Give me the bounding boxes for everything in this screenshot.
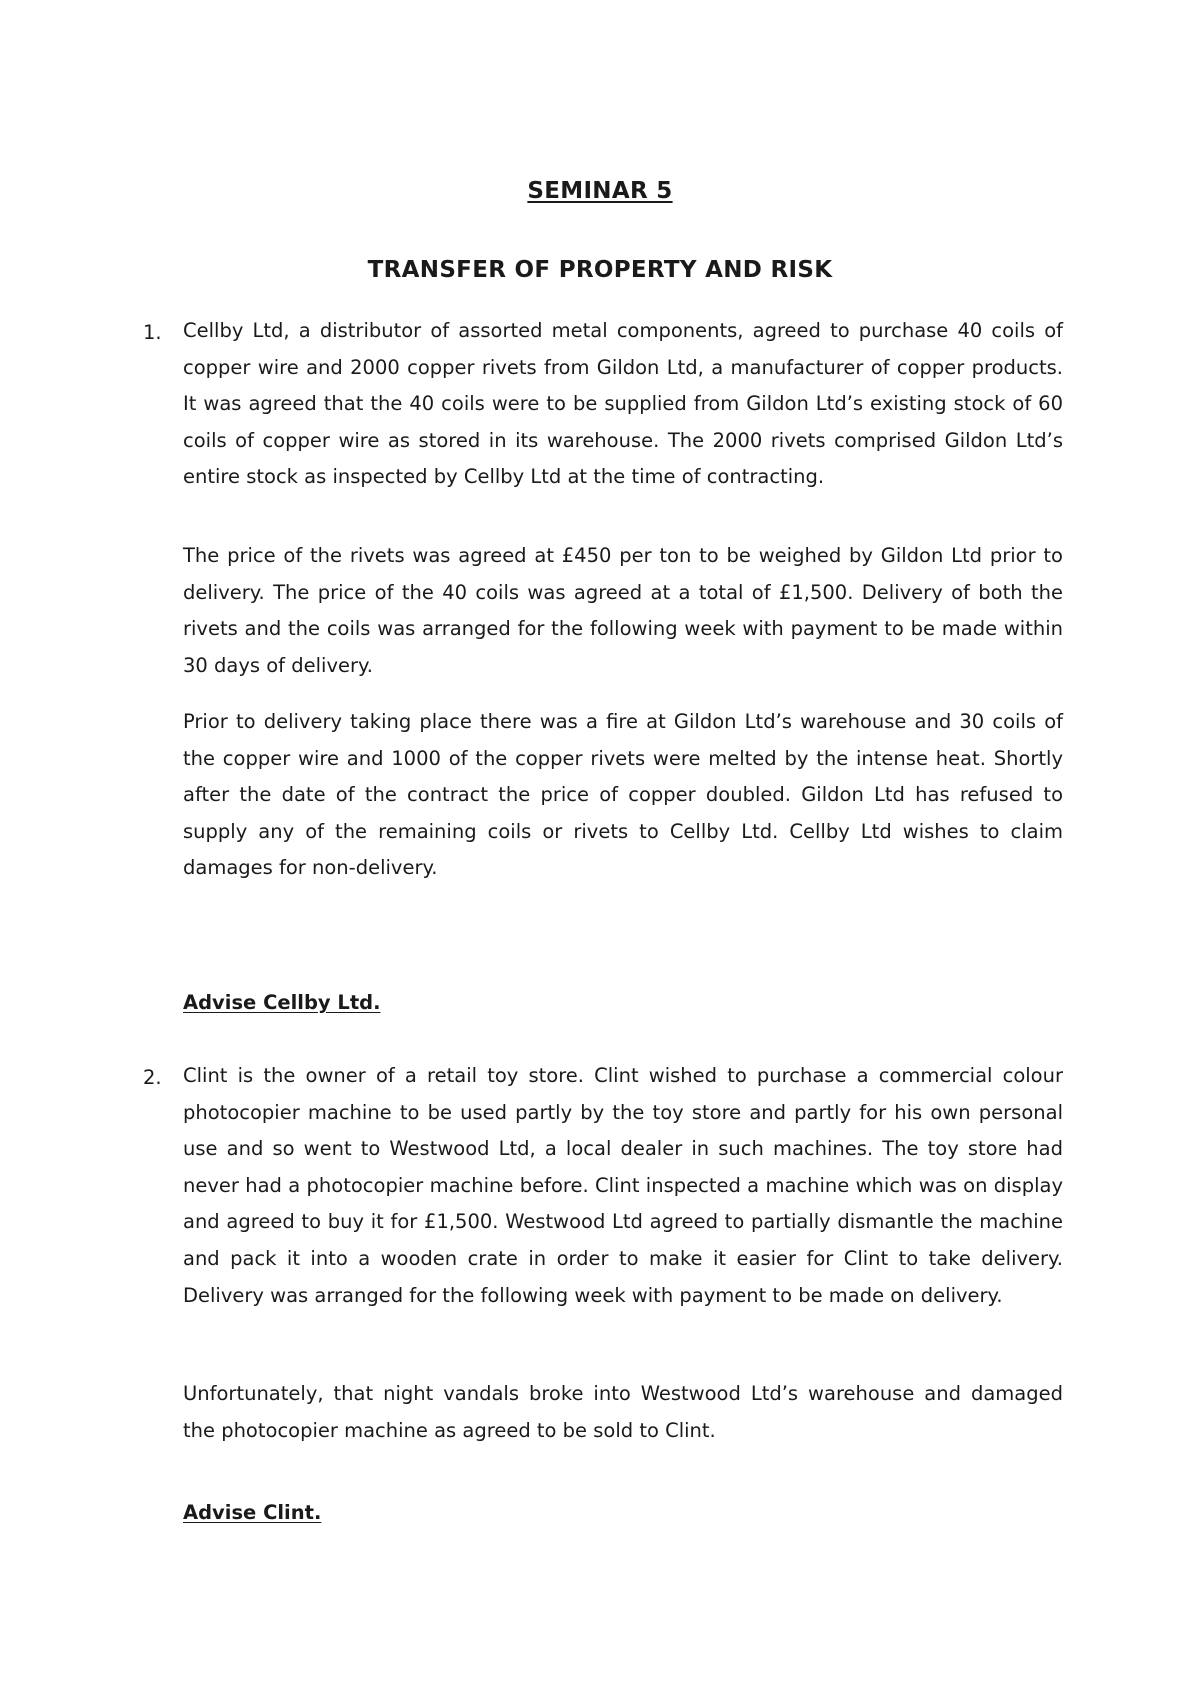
question-2-paragraph-1: Clint is the owner of a retail toy store. Clint wished to purchase a commercial colour photocopier machine to be used partly by the toy store and partly for his own personal use and so went to Westwood Ltd, a local dealer in such machines. The toy store had never had a photocopier machine before. Clint inspected a machine which was on display and agreed to buy it for £1,500. Westwood Ltd agreed to partially dismantle the machine and pack it into a wooden crate in order to make it easier for Clint to take delivery. Delivery was arranged for the following week with payment to be made on delivery. (183, 1064, 1063, 1307)
question-1-paragraph-1: Cellby Ltd, a distributor of assorted metal components, agreed to purchase 40 coils of copper wire and 2000 copper rivets from Gildon Ltd, a manufacturer of copper products. It was agreed that the 40 coils were to be supplied from Gildon Ltd’s existing stock of 60 coils of copper wire as stored in its warehouse. The 2000 rivets comprised Gildon Ltd’s entire stock as inspected by Cellby Ltd at the time of contracting. (183, 319, 1063, 489)
question-1-advise: Advise Cellby Ltd. (183, 991, 381, 1014)
question-2-paragraph-2: Unfortunately, that night vandals broke into Westwood Ltd’s warehouse and damaged the photocopier machine as agreed to be sold to Clint. (183, 1382, 1063, 1442)
question-1-paragraph-3: Prior to delivery taking place there was a fire at Gildon Ltd’s warehouse and 30 coils of the copper wire and 1000 of the copper rivets were melted by the intense heat. Shortly after the date of the contract the price of copper doubled. Gildon Ltd has refused to supply any of the remaining coils or rivets to Cellby Ltd. Cellby Ltd wishes to claim damages for non-delivery. (183, 710, 1063, 880)
seminar-title: SEMINAR 5 (527, 178, 673, 204)
question-2-advise: Advise Clint. (183, 1501, 322, 1524)
topic-title: TRANSFER OF PROPERTY AND RISK (367, 257, 833, 283)
question-2-number: 2. (143, 1066, 162, 1089)
question-1-paragraph-2: The price of the rivets was agreed at £450 per ton to be weighed by Gildon Ltd prior to delivery. The price of the 40 coils was agreed at a total of £1,500. Delivery of both the rivets and the coils was arranged for the following week with payment to be made within 30 days of delivery. (183, 544, 1063, 677)
question-1-number: 1. (143, 321, 162, 344)
